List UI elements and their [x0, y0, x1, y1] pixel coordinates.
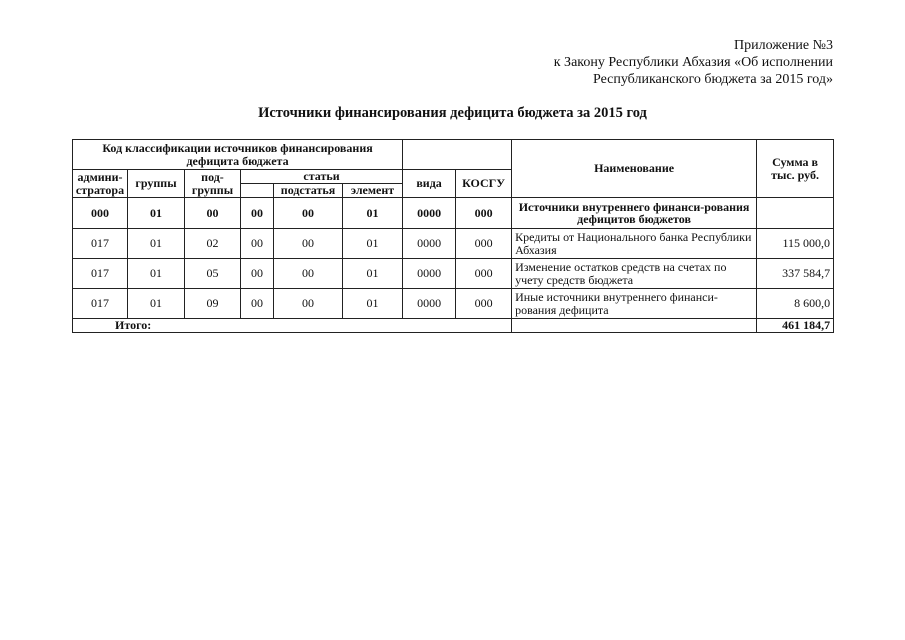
cell-kosgu: 000	[456, 259, 512, 289]
cell-group: 01	[128, 198, 185, 229]
table-row	[73, 289, 834, 319]
cell-group: 01	[128, 289, 185, 319]
cell-subgroup: 02	[185, 229, 241, 259]
total-row	[73, 319, 834, 333]
cell-subarticle: 00	[274, 198, 343, 229]
total-label: Итого:	[73, 319, 512, 333]
cell-element: 01	[343, 198, 403, 229]
financing-sources-table	[72, 139, 834, 333]
page-title: Источники финансирования дефицита бюджета за 2015 год	[258, 105, 647, 121]
cell-article: 00	[241, 198, 274, 229]
cell-element: 01	[343, 229, 403, 259]
appendix-law-reference: к Закону Республики Абхазия «Об исполнении	[553, 55, 833, 70]
cell-element: 01	[343, 259, 403, 289]
cell-amount: 115 000,0	[757, 229, 834, 259]
cell-name: Изменение остатков средств на счетах по учету средств бюджета	[512, 259, 757, 289]
appendix-header	[554, 37, 833, 88]
cell-kosgu: 000	[456, 198, 512, 229]
cell-name: Кредиты от Национального банка Республики Абхазия	[512, 229, 757, 259]
administrator-header: админи-стратора	[73, 170, 128, 198]
name-header: Наименование	[512, 140, 757, 198]
element-header: элемент	[343, 184, 403, 198]
cell-article: 00	[241, 259, 274, 289]
subgroup-header: под-группы	[185, 170, 241, 198]
cell-subgroup: 09	[185, 289, 241, 319]
cell-element: 01	[343, 289, 403, 319]
table-row	[73, 198, 834, 229]
table-row	[73, 229, 834, 259]
cell-administrator: 017	[73, 289, 128, 319]
cell-name: Источники внутреннего финанси-рования дефицитов бюджетов	[512, 198, 757, 229]
cell-amount: 337 584,7	[757, 259, 834, 289]
group-header: группы	[128, 170, 185, 198]
cell-amount	[757, 198, 834, 229]
subarticle-header: подстатья	[274, 184, 343, 198]
amount-header: Сумма в тыс. руб.	[757, 140, 834, 198]
kind-header: вида	[403, 170, 456, 198]
total-amount: 461 184,7	[757, 319, 834, 333]
cell-name: Иные источники внутреннего финанси-рования дефицита	[512, 289, 757, 319]
cell-administrator: 017	[73, 229, 128, 259]
cell-article: 00	[241, 289, 274, 319]
appendix-number: Приложение №3	[734, 38, 833, 53]
cell-amount: 8 600,0	[757, 289, 834, 319]
cell-administrator: 000	[73, 198, 128, 229]
cell-subarticle: 00	[274, 229, 343, 259]
cell-subarticle: 00	[274, 259, 343, 289]
code-group-header: Код классификации источников финансирования дефицита бюджета	[73, 140, 403, 170]
cell-kind: 0000	[403, 198, 456, 229]
cell-article: 00	[241, 229, 274, 259]
table-row	[73, 259, 834, 289]
cell-kosgu: 000	[456, 289, 512, 319]
articles-header: статьи	[241, 170, 403, 184]
cell-subgroup: 00	[185, 198, 241, 229]
appendix-law-title: Республиканского бюджета за 2015 год»	[593, 72, 833, 87]
cell-kind: 0000	[403, 289, 456, 319]
cell-kosgu: 000	[456, 229, 512, 259]
kosgu-header: КОСГУ	[456, 170, 512, 198]
cell-group: 01	[128, 259, 185, 289]
table-header-row	[73, 140, 834, 170]
cell-group: 01	[128, 229, 185, 259]
cell-subgroup: 05	[185, 259, 241, 289]
cell-administrator: 017	[73, 259, 128, 289]
cell-subarticle: 00	[274, 289, 343, 319]
cell-kind: 0000	[403, 229, 456, 259]
cell-kind: 0000	[403, 259, 456, 289]
